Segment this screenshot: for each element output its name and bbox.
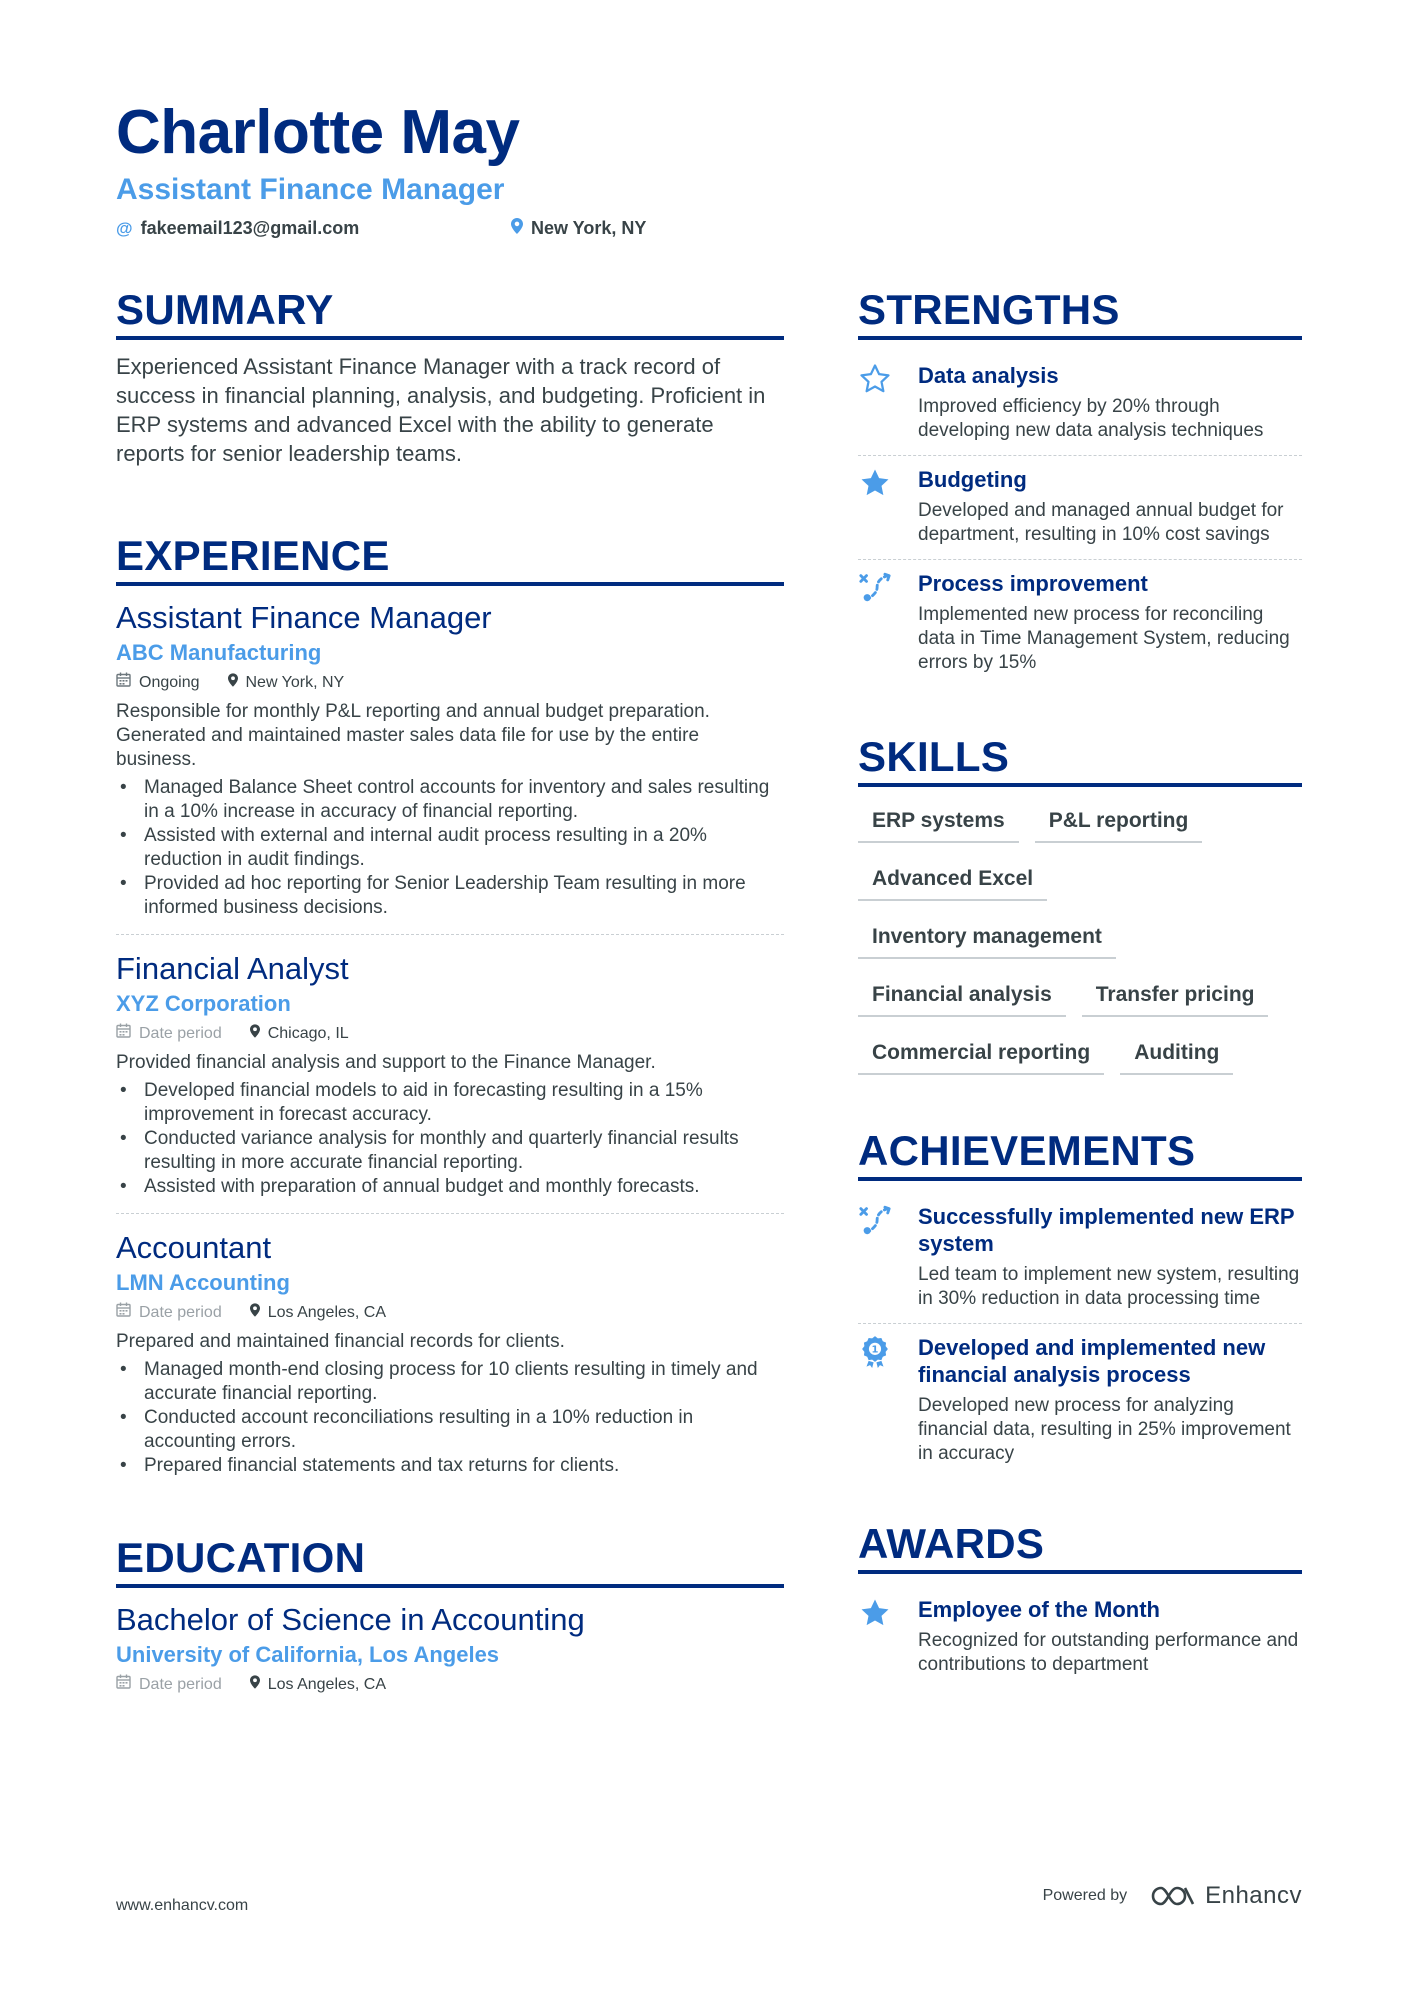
location-text: New York, NY <box>245 674 345 691</box>
achievement-item <box>858 1193 1302 1324</box>
skill-tag: P&L reporting <box>1035 799 1203 843</box>
award-item <box>858 1586 1302 1689</box>
powered-by-text: Powered by <box>1042 1887 1128 1904</box>
summary-section <box>116 284 784 468</box>
strength-body <box>918 362 1302 443</box>
skills-heading: SKILLS <box>858 731 1302 787</box>
job-description: Provided financial analysis and support to the Finance Manager. <box>116 1052 656 1073</box>
achievement-title: Successfully implemented new ERP system <box>918 1204 1295 1256</box>
award-body <box>918 1596 1302 1677</box>
job-meta <box>116 1023 784 1045</box>
strength-item <box>858 352 1302 456</box>
job-bullets <box>116 776 784 920</box>
candidate-title: Assistant Finance Manager <box>116 173 505 206</box>
job-period <box>116 672 200 694</box>
company-name: LMN Accounting <box>116 1270 290 1295</box>
awards-heading: AWARDS <box>858 1518 1302 1574</box>
star-outline-icon <box>858 362 904 398</box>
experience-entry <box>116 1228 784 1492</box>
skill-tag: Transfer pricing <box>1082 973 1269 1017</box>
strength-title: Data analysis <box>918 363 1059 388</box>
skill-tag: ERP systems <box>858 799 1019 843</box>
education-period <box>116 1674 222 1696</box>
period-text: Date period <box>139 1304 222 1321</box>
job-location <box>228 672 345 694</box>
email-text: fakeemail123@gmail.com <box>140 218 360 238</box>
location-text: Los Angeles, CA <box>267 1676 387 1693</box>
path-arrow-icon <box>858 570 904 606</box>
medal-icon <box>858 1334 904 1370</box>
bullet-item: • Developed financial models to aid in forecasting resulting in a 15% improvement in forecast accuracy. <box>116 1079 784 1127</box>
skill-tag: Financial analysis <box>858 973 1066 1017</box>
period-text: Date period <box>139 1025 222 1042</box>
job-location <box>250 1302 386 1324</box>
job-description: Responsible for monthly P&L reporting and annual budget preparation. Generated and maintained master sales data file for use by the entire business. <box>116 701 710 770</box>
achievements-section <box>858 1125 1302 1478</box>
bullet-item: • Provided ad hoc reporting for Senior Leadership Team resulting in more informed business decisions. <box>116 872 784 920</box>
summary-text: Experienced Assistant Finance Manager with a track record of success in financial planning, analysis, and budgeting. Proficient in ERP systems and advanced Excel with the ability to generate reports for senior leadership teams. <box>116 354 766 466</box>
strength-desc: Developed and managed annual budget for department, resulting in 10% cost savings <box>918 500 1284 545</box>
right-column <box>858 284 1302 1729</box>
job-description: Prepared and maintained financial records for clients. <box>116 1331 565 1352</box>
svg-text:1: 1 <box>871 1344 879 1356</box>
at-icon: @ <box>116 218 133 238</box>
strength-body <box>918 466 1302 547</box>
skill-tag: Inventory management <box>858 915 1116 959</box>
bullet-item: • Managed Balance Sheet control accounts for inventory and sales resulting in a 10% increase in accuracy of financial reporting. <box>116 776 784 824</box>
left-column <box>116 284 784 1736</box>
contact-info <box>116 218 1316 239</box>
experience-entry <box>116 949 784 1214</box>
skill-tag: Auditing <box>1120 1031 1233 1075</box>
job-period <box>116 1023 222 1045</box>
achievement-desc: Developed new process for analyzing financial data, resulting in 25% improvement in accuracy <box>918 1395 1291 1464</box>
job-title: Accountant <box>116 1230 272 1265</box>
bullet-item: • Assisted with external and internal audit process resulting in a 20% reduction in audit findings. <box>116 824 784 872</box>
job-bullets <box>116 1358 784 1478</box>
job-title: Financial Analyst <box>116 951 349 986</box>
location-text: New York, NY <box>531 218 647 238</box>
achievement-item <box>858 1324 1302 1478</box>
job-title: Assistant Finance Manager <box>116 600 492 635</box>
location-pin-icon <box>250 1302 260 1324</box>
bullet-item: • Prepared financial statements and tax returns for clients. <box>116 1454 784 1478</box>
experience-section <box>116 530 784 1492</box>
location-text: Chicago, IL <box>267 1025 349 1042</box>
award-title: Employee of the Month <box>918 1597 1160 1622</box>
strength-item <box>858 456 1302 560</box>
location-pin-icon <box>511 218 523 239</box>
strengths-heading: STRENGTHS <box>858 284 1302 340</box>
strength-desc: Implemented new process for reconciling data in Time Management System, reducing errors by 15% <box>918 604 1290 673</box>
education-meta <box>116 1674 784 1696</box>
brand-name: Enhancv <box>1205 1882 1302 1909</box>
skill-tag: Advanced Excel <box>858 857 1047 901</box>
bullet-item: • Conducted account reconciliations resulting in a 10% reduction in accounting errors. <box>116 1406 784 1454</box>
calendar-icon <box>116 672 131 694</box>
enhancv-logo-icon <box>1149 1882 1197 1910</box>
achievement-title: Developed and implemented new financial analysis process <box>918 1335 1266 1387</box>
award-desc: Recognized for outstanding performance and contributions to department <box>918 1630 1299 1675</box>
strength-title: Process improvement <box>918 571 1148 596</box>
skills-section <box>858 731 1302 1089</box>
footer-website[interactable]: www.enhancv.com <box>116 1897 249 1914</box>
period-text: Ongoing <box>139 674 200 691</box>
strength-desc: Improved efficiency by 20% through developing new data analysis techniques <box>918 396 1264 441</box>
job-period <box>116 1302 222 1324</box>
achievement-desc: Led team to implement new system, resulting in 30% reduction in data processing time <box>918 1264 1300 1309</box>
summary-heading: SUMMARY <box>116 284 784 340</box>
footer-branding[interactable] <box>1043 1882 1302 1910</box>
school-name: University of California, Los Angeles <box>116 1642 500 1667</box>
job-bullets <box>116 1079 784 1199</box>
path-arrow-icon <box>858 1203 904 1239</box>
location-pin-icon <box>250 1023 260 1045</box>
education-location <box>250 1674 386 1696</box>
skills-list <box>858 799 1302 1089</box>
location-text: Los Angeles, CA <box>267 1304 387 1321</box>
resume-header <box>116 96 1316 239</box>
star-filled-icon <box>858 466 904 502</box>
bullet-item: • Assisted with preparation of annual budget and monthly forecasts. <box>116 1175 784 1199</box>
email-contact[interactable] <box>116 218 359 239</box>
achievement-body <box>918 1203 1302 1311</box>
calendar-icon <box>116 1674 131 1696</box>
company-name: XYZ Corporation <box>116 991 291 1016</box>
location-pin-icon <box>250 1674 260 1696</box>
skill-tag: Commercial reporting <box>858 1031 1104 1075</box>
calendar-icon <box>116 1023 131 1045</box>
education-section <box>116 1532 784 1696</box>
location-pin-icon <box>228 672 238 694</box>
experience-entry <box>116 598 784 935</box>
bullet-item: • Managed month-end closing process for 10 clients resulting in timely and accurate financial reporting. <box>116 1358 784 1406</box>
period-text: Date period <box>139 1676 222 1693</box>
calendar-icon <box>116 1302 131 1324</box>
strengths-section <box>858 284 1302 687</box>
strength-title: Budgeting <box>918 467 1027 492</box>
star-filled-icon <box>858 1596 904 1632</box>
achievement-body <box>918 1334 1302 1466</box>
job-meta <box>116 1302 784 1324</box>
brand-logo <box>1149 1882 1302 1910</box>
candidate-name: Charlotte May <box>116 98 520 167</box>
degree-title: Bachelor of Science in Accounting <box>116 1602 585 1637</box>
achievements-heading: ACHIEVEMENTS <box>858 1125 1302 1181</box>
experience-heading: EXPERIENCE <box>116 530 784 586</box>
company-name: ABC Manufacturing <box>116 640 322 665</box>
strength-body <box>918 570 1302 675</box>
education-heading: EDUCATION <box>116 1532 784 1588</box>
job-location <box>250 1023 349 1045</box>
location-contact <box>511 218 646 239</box>
awards-section <box>858 1518 1302 1689</box>
bullet-item: • Conducted variance analysis for monthly and quarterly financial results resulting in more accurate financial reporting. <box>116 1127 784 1175</box>
job-meta <box>116 672 784 694</box>
strength-item <box>858 560 1302 687</box>
